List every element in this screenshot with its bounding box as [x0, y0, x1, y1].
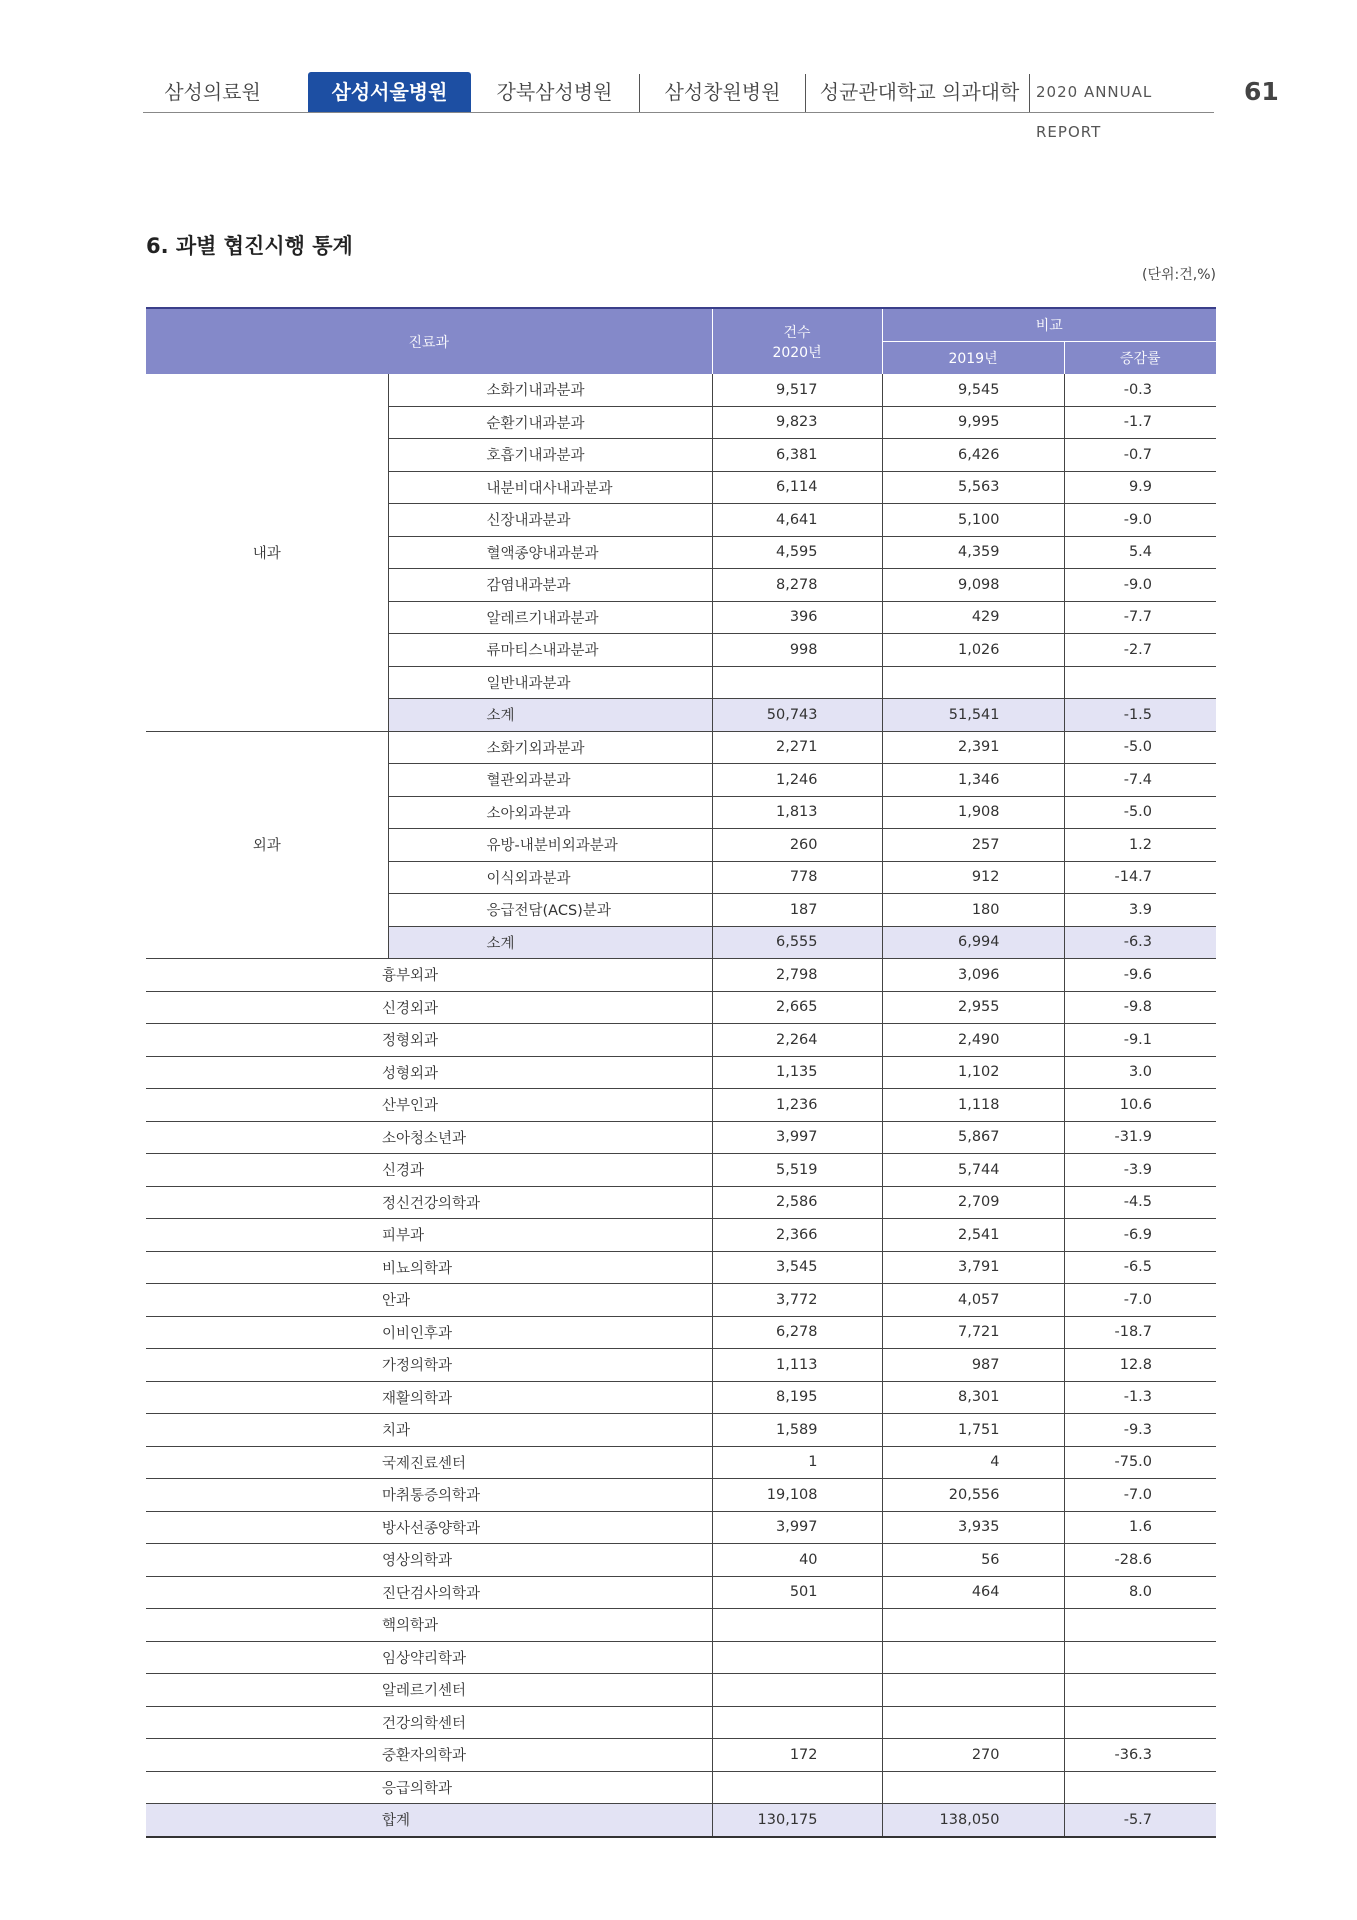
- dept-name-cell: 치과: [146, 1414, 712, 1447]
- count-2019-cell: 429: [882, 601, 1064, 634]
- table-row: [146, 959, 1216, 992]
- change-rate-cell: [1064, 1706, 1216, 1739]
- count-2019-cell: 1,346: [882, 764, 1064, 797]
- count-2019-cell: 2,391: [882, 731, 1064, 764]
- tab-samsung-changwon-hospital[interactable]: 삼성창원병원: [664, 80, 781, 104]
- count-2020-cell: 2,271: [712, 731, 882, 764]
- count-2020-cell: 8,195: [712, 1381, 882, 1414]
- count-2020-cell: 3,772: [712, 1284, 882, 1317]
- change-rate-cell: -2.7: [1064, 634, 1216, 667]
- count-2019-cell: 4: [882, 1446, 1064, 1479]
- table-row: [146, 1284, 1216, 1317]
- dept-name-cell: 소아외과분과: [388, 796, 712, 829]
- count-2020-cell: 8,278: [712, 569, 882, 602]
- change-rate-cell: -1.5: [1064, 699, 1216, 732]
- count-2019-cell: 4,359: [882, 536, 1064, 569]
- count-2019-cell: [882, 1609, 1064, 1642]
- table-row: [146, 1739, 1216, 1772]
- table-row: [146, 1154, 1216, 1187]
- count-2019-cell: [882, 1641, 1064, 1674]
- dept-name-cell: 비뇨의학과: [146, 1251, 712, 1284]
- dept-name-cell: 유방-내분비외과분과: [388, 829, 712, 862]
- count-2020-cell: 187: [712, 894, 882, 927]
- count-2020-cell: 9,823: [712, 406, 882, 439]
- header-count: [712, 308, 882, 374]
- change-rate-cell: -0.3: [1064, 374, 1216, 406]
- change-rate-cell: [1064, 1771, 1216, 1804]
- dept-name-cell: 핵의학과: [146, 1609, 712, 1642]
- unit-label: (단위:건,%): [1142, 267, 1216, 283]
- count-2019-cell: 6,426: [882, 439, 1064, 472]
- table-row: [146, 991, 1216, 1024]
- change-rate-cell: -31.9: [1064, 1121, 1216, 1154]
- header-change-rate: 증감률: [1064, 342, 1216, 375]
- dept-name-cell: 혈관외과분과: [388, 764, 712, 797]
- dept-name-cell: 성형외과: [146, 1056, 712, 1089]
- count-2020-cell: [712, 1674, 882, 1707]
- dept-name-cell: 응급의학과: [146, 1771, 712, 1804]
- count-2019-cell: 51,541: [882, 699, 1064, 732]
- table-row: [146, 1641, 1216, 1674]
- count-2020-cell: 4,641: [712, 504, 882, 537]
- dept-name-cell: 소계: [388, 926, 712, 959]
- count-2019-cell: 5,867: [882, 1121, 1064, 1154]
- dept-name-cell: 응급전담(ACS)분과: [388, 894, 712, 927]
- count-2019-cell: [882, 666, 1064, 699]
- table-row: [146, 1414, 1216, 1447]
- change-rate-cell: -7.0: [1064, 1479, 1216, 1512]
- dept-name-cell: 소화기내과분과: [388, 374, 712, 406]
- table-row: [146, 1251, 1216, 1284]
- top-navigation: [143, 72, 1214, 141]
- count-2020-cell: 3,997: [712, 1121, 882, 1154]
- tab-samsung-medical-center[interactable]: 삼성의료원: [164, 80, 261, 104]
- total-2020-cell: 130,175: [712, 1804, 882, 1837]
- dept-name-cell: 피부과: [146, 1219, 712, 1252]
- dept-name-cell: 순환기내과분과: [388, 406, 712, 439]
- change-rate-cell: -0.7: [1064, 439, 1216, 472]
- change-rate-cell: 1.2: [1064, 829, 1216, 862]
- nav-baseline: [143, 112, 1214, 113]
- change-rate-cell: -75.0: [1064, 1446, 1216, 1479]
- change-rate-cell: -9.0: [1064, 504, 1216, 537]
- tab-skku-medicine[interactable]: 성균관대학교 의과대학: [819, 80, 1020, 104]
- dept-name-cell: 신장내과분과: [388, 504, 712, 537]
- dept-name-cell: 진단검사의학과: [146, 1576, 712, 1609]
- count-2019-cell: 56: [882, 1544, 1064, 1577]
- category-cell: 외과: [146, 731, 388, 959]
- change-rate-cell: -5.0: [1064, 731, 1216, 764]
- change-rate-cell: [1064, 666, 1216, 699]
- count-2019-cell: [882, 1706, 1064, 1739]
- header-count-year: 2020년: [772, 344, 822, 361]
- table-row: [146, 1771, 1216, 1804]
- change-rate-cell: -6.9: [1064, 1219, 1216, 1252]
- change-rate-cell: [1064, 1609, 1216, 1642]
- change-rate-cell: -7.7: [1064, 601, 1216, 634]
- dept-name-cell: 임상약리학과: [146, 1641, 712, 1674]
- dept-name-cell: 영상의학과: [146, 1544, 712, 1577]
- count-2019-cell: 5,563: [882, 471, 1064, 504]
- change-rate-cell: 3.9: [1064, 894, 1216, 927]
- change-rate-cell: -36.3: [1064, 1739, 1216, 1772]
- count-2020-cell: 1,246: [712, 764, 882, 797]
- dept-name-cell: 정신건강의학과: [146, 1186, 712, 1219]
- dept-name-cell: 알레르기센터: [146, 1674, 712, 1707]
- table-row: [146, 1121, 1216, 1154]
- table-row: [146, 1609, 1216, 1642]
- change-rate-cell: -9.3: [1064, 1414, 1216, 1447]
- change-rate-cell: 8.0: [1064, 1576, 1216, 1609]
- count-2019-cell: 1,118: [882, 1089, 1064, 1122]
- change-rate-cell: -18.7: [1064, 1316, 1216, 1349]
- header-dept: 진료과: [146, 308, 712, 374]
- consultation-stats-table: [146, 307, 1216, 1838]
- count-2019-cell: 270: [882, 1739, 1064, 1772]
- count-2019-cell: 5,100: [882, 504, 1064, 537]
- table-row: [146, 1381, 1216, 1414]
- dept-name-cell: 정형외과: [146, 1024, 712, 1057]
- count-2020-cell: 5,519: [712, 1154, 882, 1187]
- header-compare: 비교: [882, 308, 1216, 342]
- count-2020-cell: 9,517: [712, 374, 882, 406]
- count-2019-cell: 9,995: [882, 406, 1064, 439]
- count-2020-cell: 1: [712, 1446, 882, 1479]
- table-row: [146, 374, 1216, 406]
- dept-name-cell: 이식외과분과: [388, 861, 712, 894]
- count-2019-cell: 464: [882, 1576, 1064, 1609]
- table-row: [146, 1446, 1216, 1479]
- count-2020-cell: 260: [712, 829, 882, 862]
- category-cell: 내과: [146, 374, 388, 731]
- change-rate-cell: 1.6: [1064, 1511, 1216, 1544]
- count-2020-cell: 778: [712, 861, 882, 894]
- count-2020-cell: 3,997: [712, 1511, 882, 1544]
- count-2020-cell: 19,108: [712, 1479, 882, 1512]
- dept-name-cell: 재활의학과: [146, 1381, 712, 1414]
- dept-name-cell: 감염내과분과: [388, 569, 712, 602]
- dept-name-cell: 호흡기내과분과: [388, 439, 712, 472]
- table-row: [146, 1024, 1216, 1057]
- tab-divider: [639, 74, 640, 112]
- count-2020-cell: 2,366: [712, 1219, 882, 1252]
- count-2019-cell: 3,935: [882, 1511, 1064, 1544]
- dept-name-cell: 내분비대사내과분과: [388, 471, 712, 504]
- dept-name-cell: 산부인과: [146, 1089, 712, 1122]
- count-2019-cell: 6,994: [882, 926, 1064, 959]
- count-2020-cell: [712, 1771, 882, 1804]
- count-2020-cell: 2,665: [712, 991, 882, 1024]
- count-2020-cell: 6,555: [712, 926, 882, 959]
- count-2020-cell: [712, 1706, 882, 1739]
- total-row: [146, 1804, 1216, 1837]
- section-title: 6. 과별 협진시행 통계: [146, 234, 353, 258]
- table-row: [146, 1479, 1216, 1512]
- change-rate-cell: [1064, 1674, 1216, 1707]
- count-2019-cell: 257: [882, 829, 1064, 862]
- count-2019-cell: 987: [882, 1349, 1064, 1382]
- count-2019-cell: 3,096: [882, 959, 1064, 992]
- dept-name-cell: 방사선종양학과: [146, 1511, 712, 1544]
- header-count-label: 건수: [783, 324, 811, 341]
- dept-name-cell: 안과: [146, 1284, 712, 1317]
- change-rate-cell: -14.7: [1064, 861, 1216, 894]
- count-2019-cell: 912: [882, 861, 1064, 894]
- count-2019-cell: 8,301: [882, 1381, 1064, 1414]
- total-2019-cell: 138,050: [882, 1804, 1064, 1837]
- change-rate-cell: -1.3: [1064, 1381, 1216, 1414]
- dept-name-cell: 일반내과분과: [388, 666, 712, 699]
- tab-kangbuk-samsung-hospital[interactable]: 강북삼성병원: [496, 80, 613, 104]
- dept-name-cell: 국제진료센터: [146, 1446, 712, 1479]
- count-2019-cell: [882, 1674, 1064, 1707]
- count-2020-cell: 998: [712, 634, 882, 667]
- count-2020-cell: 1,589: [712, 1414, 882, 1447]
- table-row: [146, 1674, 1216, 1707]
- tab-samsung-seoul-hospital[interactable]: 삼성서울병원: [308, 72, 471, 112]
- tab-divider: [1029, 74, 1030, 112]
- count-2020-cell: [712, 1609, 882, 1642]
- tab-divider: [805, 74, 806, 112]
- count-2019-cell: [882, 1771, 1064, 1804]
- table-row: [146, 1316, 1216, 1349]
- count-2020-cell: 4,595: [712, 536, 882, 569]
- count-2020-cell: 50,743: [712, 699, 882, 732]
- table-row: [146, 1186, 1216, 1219]
- dept-name-cell: 흉부외과: [146, 959, 712, 992]
- change-rate-cell: -6.5: [1064, 1251, 1216, 1284]
- table-row: [146, 1706, 1216, 1739]
- change-rate-cell: 5.4: [1064, 536, 1216, 569]
- count-2020-cell: 172: [712, 1739, 882, 1772]
- count-2019-cell: 4,057: [882, 1284, 1064, 1317]
- change-rate-cell: -9.6: [1064, 959, 1216, 992]
- change-rate-cell: 12.8: [1064, 1349, 1216, 1382]
- count-2020-cell: 1,113: [712, 1349, 882, 1382]
- count-2020-cell: [712, 666, 882, 699]
- change-rate-cell: -7.0: [1064, 1284, 1216, 1317]
- count-2019-cell: 1,751: [882, 1414, 1064, 1447]
- change-rate-cell: -5.0: [1064, 796, 1216, 829]
- dept-name-cell: 류마티스내과분과: [388, 634, 712, 667]
- table-row: [146, 731, 1216, 764]
- count-2020-cell: 501: [712, 1576, 882, 1609]
- change-rate-cell: 9.9: [1064, 471, 1216, 504]
- table-row: [146, 1576, 1216, 1609]
- change-rate-cell: -9.1: [1064, 1024, 1216, 1057]
- count-2019-cell: 3,791: [882, 1251, 1064, 1284]
- change-rate-cell: -9.0: [1064, 569, 1216, 602]
- table-row: [146, 1511, 1216, 1544]
- page-number: 61: [1244, 77, 1279, 106]
- count-2020-cell: 1,813: [712, 796, 882, 829]
- count-2019-cell: 180: [882, 894, 1064, 927]
- dept-name-cell: 건강의학센터: [146, 1706, 712, 1739]
- table-row: [146, 1544, 1216, 1577]
- dept-name-cell: 소계: [388, 699, 712, 732]
- change-rate-cell: -9.8: [1064, 991, 1216, 1024]
- dept-name-cell: 소화기외과분과: [388, 731, 712, 764]
- count-2020-cell: 6,278: [712, 1316, 882, 1349]
- count-2019-cell: 1,102: [882, 1056, 1064, 1089]
- change-rate-cell: -1.7: [1064, 406, 1216, 439]
- dept-name-cell: 혈액종양내과분과: [388, 536, 712, 569]
- dept-name-cell: 중환자의학과: [146, 1739, 712, 1772]
- header-2019: 2019년: [882, 342, 1064, 375]
- change-rate-cell: -6.3: [1064, 926, 1216, 959]
- table-body: [146, 374, 1216, 1837]
- dept-name-cell: 마취통증의학과: [146, 1479, 712, 1512]
- change-rate-cell: [1064, 1641, 1216, 1674]
- count-2019-cell: 9,545: [882, 374, 1064, 406]
- count-2020-cell: 1,135: [712, 1056, 882, 1089]
- count-2020-cell: 396: [712, 601, 882, 634]
- count-2019-cell: 2,955: [882, 991, 1064, 1024]
- count-2020-cell: 2,264: [712, 1024, 882, 1057]
- count-2020-cell: 1,236: [712, 1089, 882, 1122]
- count-2020-cell: 6,114: [712, 471, 882, 504]
- count-2019-cell: 2,541: [882, 1219, 1064, 1252]
- count-2019-cell: 1,026: [882, 634, 1064, 667]
- total-label-cell: 합계: [146, 1804, 712, 1837]
- count-2019-cell: 1,908: [882, 796, 1064, 829]
- count-2019-cell: 5,744: [882, 1154, 1064, 1187]
- dept-name-cell: 알레르기내과분과: [388, 601, 712, 634]
- change-rate-cell: -7.4: [1064, 764, 1216, 797]
- change-rate-cell: -3.9: [1064, 1154, 1216, 1187]
- total-rate-cell: -5.7: [1064, 1804, 1216, 1837]
- count-2019-cell: 2,709: [882, 1186, 1064, 1219]
- change-rate-cell: -4.5: [1064, 1186, 1216, 1219]
- count-2019-cell: 9,098: [882, 569, 1064, 602]
- change-rate-cell: 3.0: [1064, 1056, 1216, 1089]
- count-2019-cell: 20,556: [882, 1479, 1064, 1512]
- table-row: [146, 1349, 1216, 1382]
- table-row: [146, 1219, 1216, 1252]
- count-2019-cell: 7,721: [882, 1316, 1064, 1349]
- dept-name-cell: 신경과: [146, 1154, 712, 1187]
- change-rate-cell: -28.6: [1064, 1544, 1216, 1577]
- count-2020-cell: 40: [712, 1544, 882, 1577]
- change-rate-cell: 10.6: [1064, 1089, 1216, 1122]
- dept-name-cell: 신경외과: [146, 991, 712, 1024]
- count-2020-cell: 2,798: [712, 959, 882, 992]
- table-row: [146, 1089, 1216, 1122]
- annual-report-label: 2020 ANNUAL REPORT: [1036, 83, 1153, 141]
- count-2020-cell: 6,381: [712, 439, 882, 472]
- count-2020-cell: 3,545: [712, 1251, 882, 1284]
- dept-name-cell: 이비인후과: [146, 1316, 712, 1349]
- count-2019-cell: 2,490: [882, 1024, 1064, 1057]
- table-row: [146, 1056, 1216, 1089]
- dept-name-cell: 가정의학과: [146, 1349, 712, 1382]
- count-2020-cell: 2,586: [712, 1186, 882, 1219]
- count-2020-cell: [712, 1641, 882, 1674]
- dept-name-cell: 소아청소년과: [146, 1121, 712, 1154]
